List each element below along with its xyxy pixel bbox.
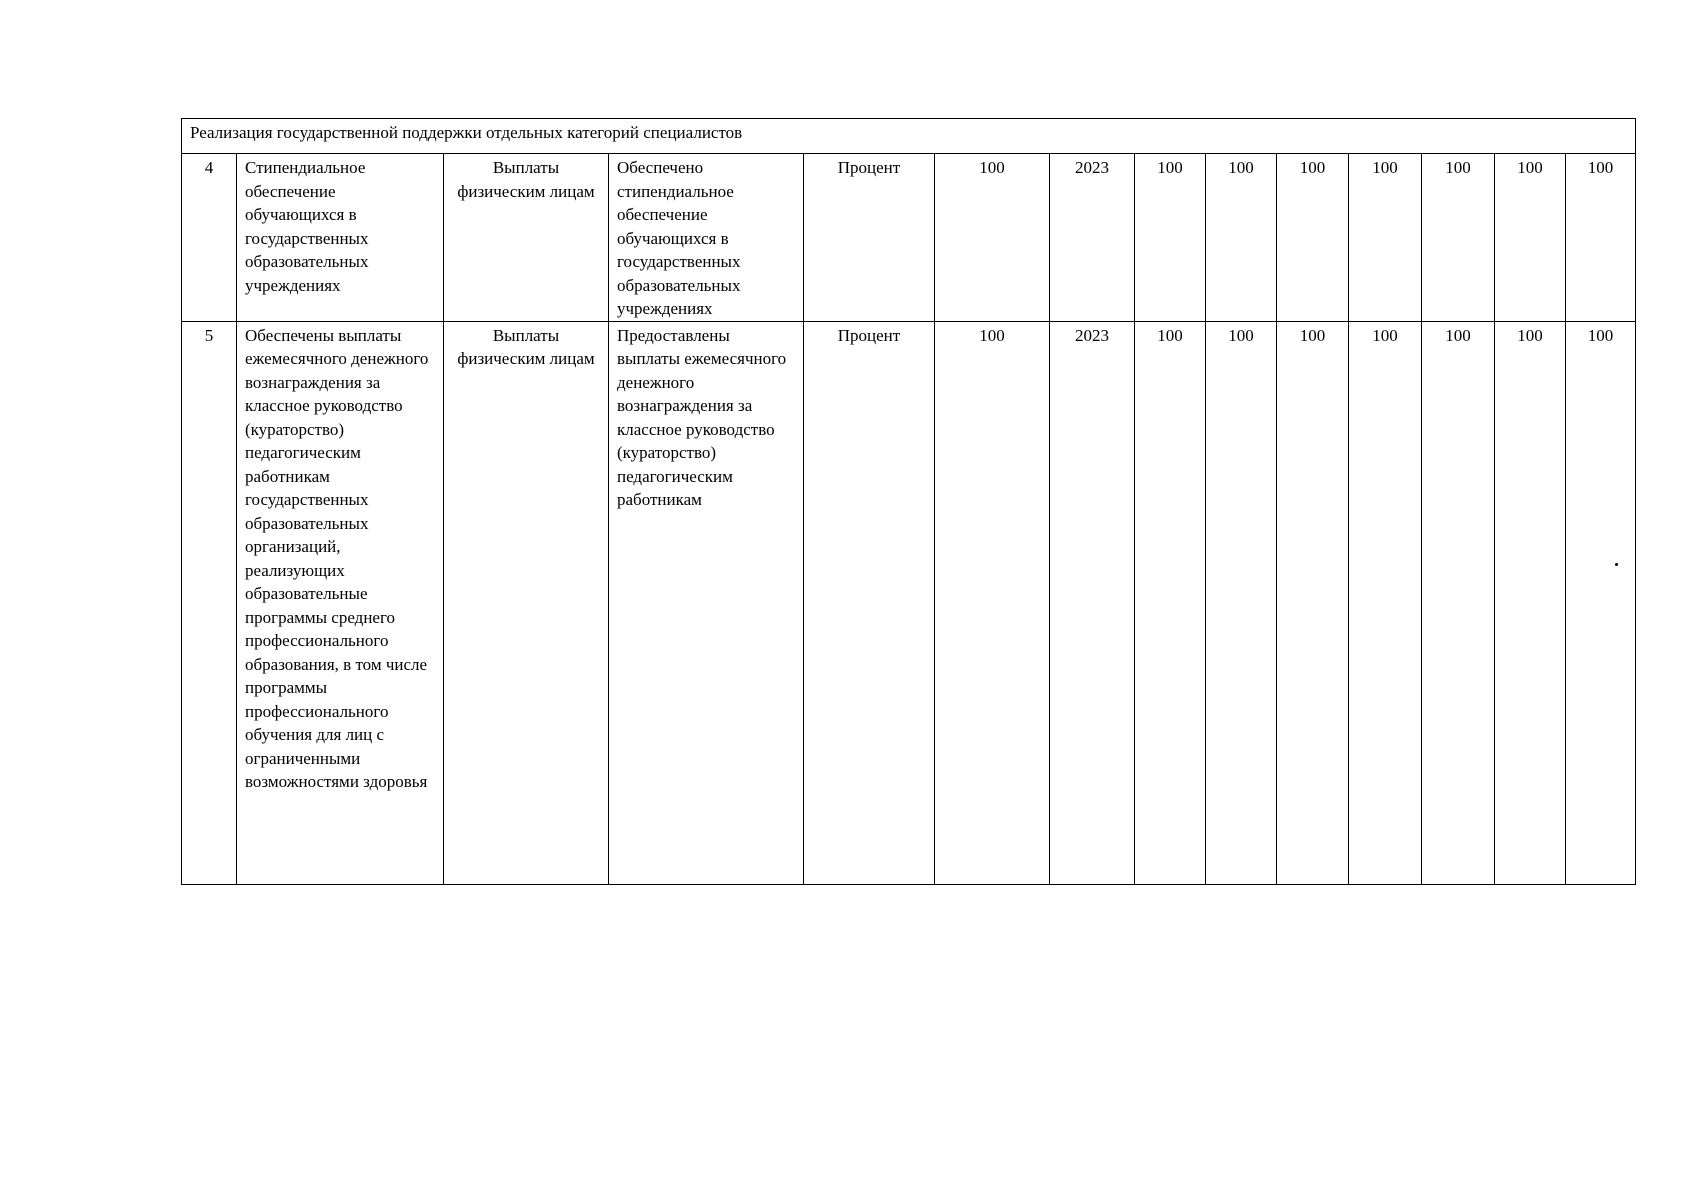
base-year: 2023 bbox=[1050, 154, 1135, 322]
base-value: 100 bbox=[935, 154, 1050, 322]
section-header-row bbox=[182, 119, 1636, 154]
section-title: Реализация государственной поддержки отдельных категорий специалистов bbox=[182, 119, 1636, 154]
measure-name: Обеспечены выплаты ежемесячного денежного вознаграждения за классное руководство (кураторство) педагогическим работникам государственных образовательных организаций, реализующих образовательные программы среднего профессионального образования, в том числе программы профессионального обучения для лиц с ограниченными возможностями здоровья bbox=[237, 321, 444, 884]
year-value: 100 bbox=[1566, 154, 1636, 322]
year-value: 100 bbox=[1135, 321, 1206, 884]
year-value: 100 bbox=[1566, 321, 1636, 884]
year-value: 100 bbox=[1495, 154, 1566, 322]
year-value: 100 bbox=[1277, 321, 1349, 884]
year-value: 100 bbox=[1495, 321, 1566, 884]
year-value: 100 bbox=[1206, 321, 1277, 884]
year-value: 100 bbox=[1349, 321, 1422, 884]
measure-type: Выплаты физическим лицам bbox=[444, 154, 609, 322]
row-number: 4 bbox=[182, 154, 237, 322]
year-value: 100 bbox=[1422, 154, 1495, 322]
measure-type: Выплаты физическим лицам bbox=[444, 321, 609, 884]
year-value: 100 bbox=[1277, 154, 1349, 322]
row-number: 5 bbox=[182, 321, 237, 884]
year-value: 100 bbox=[1135, 154, 1206, 322]
base-value: 100 bbox=[935, 321, 1050, 884]
document-sheet bbox=[181, 118, 1635, 885]
year-value: 100 bbox=[1349, 154, 1422, 322]
table-row bbox=[182, 154, 1636, 322]
measure-result: Предоставлены выплаты ежемесячного денежного вознаграждения за классное руководство (кураторство) педагогическим работникам bbox=[609, 321, 804, 884]
scan-speck bbox=[1615, 563, 1618, 566]
indicators-table bbox=[181, 118, 1636, 885]
year-value: 100 bbox=[1206, 154, 1277, 322]
unit-of-measure: Процент bbox=[804, 321, 935, 884]
base-year: 2023 bbox=[1050, 321, 1135, 884]
year-value: 100 bbox=[1422, 321, 1495, 884]
unit-of-measure: Процент bbox=[804, 154, 935, 322]
measure-name: Стипендиальное обеспечение обучающихся в государственных образовательных учреждениях bbox=[237, 154, 444, 322]
measure-result: Обеспечено стипендиальное обеспечение обучающихся в государственных образовательных учреждениях bbox=[609, 154, 804, 322]
table-row bbox=[182, 321, 1636, 884]
